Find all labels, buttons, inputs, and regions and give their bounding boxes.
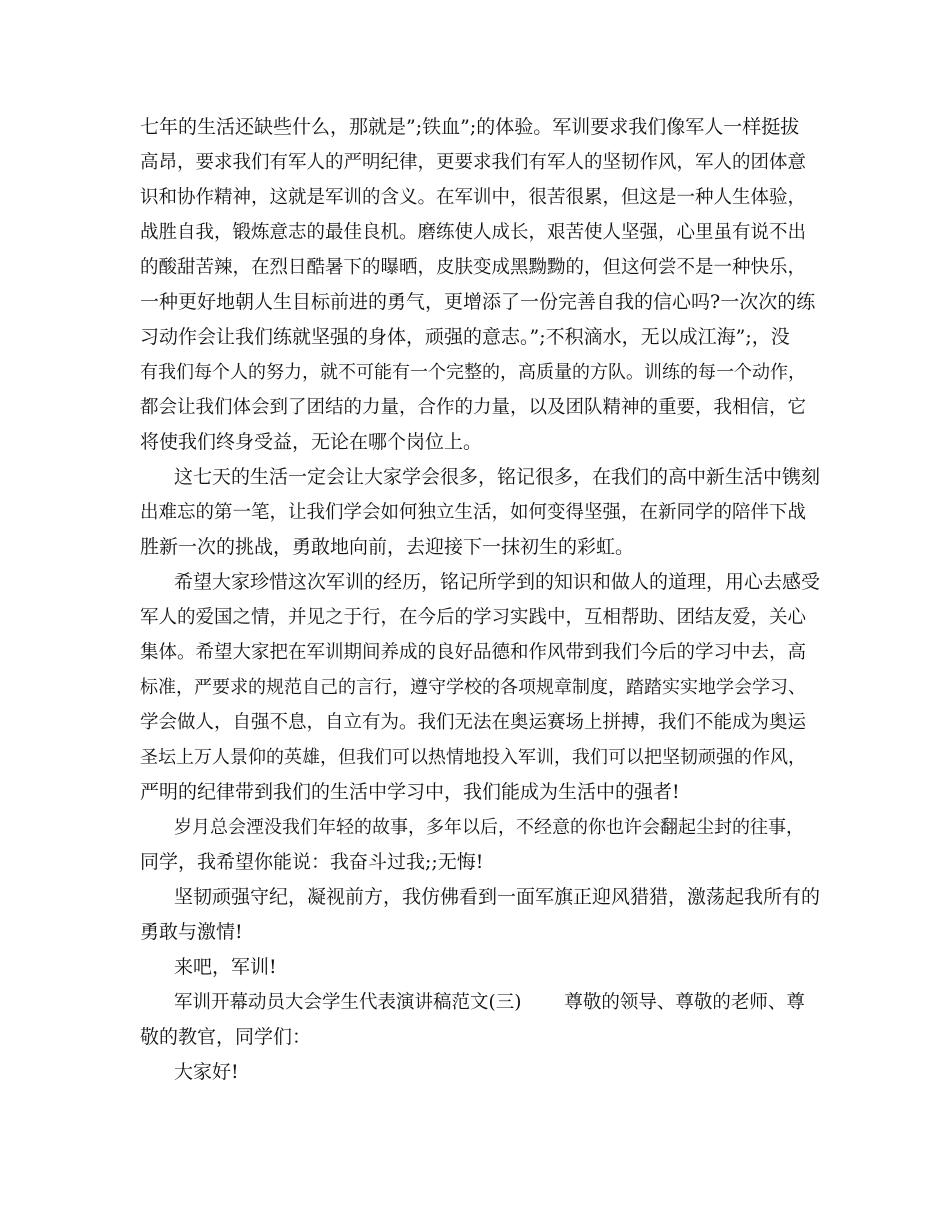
paragraph-start-line: 岁月总会湮没我们年轻的故事，多年以后，不经意的你也许会翻起尘封的往事， xyxy=(174,817,804,838)
paragraph-start-line: 大家好! xyxy=(174,1061,239,1083)
text-line: 习动作会让我们练就坚强的身体，顽强的意志。”;不积滴水，无以成江海”;，没 xyxy=(140,326,790,348)
text-line: 识和协作精神，这就是军训的含义。在军训中，很苦很累，但这是一种人生体验， xyxy=(140,187,807,208)
text-line: 将使我们终身受益，无论在哪个岗位上。 xyxy=(140,431,483,453)
text-line: 七年的生活还缺些什么，那就是”;铁血”;的体验。军训要求我们像军人一样挺拔 xyxy=(140,116,800,138)
text-line: 标准，严要求的规范自己的言行，遵守学校的各项规章制度，踏踏实实地学会学习、 xyxy=(140,677,806,698)
paragraph-start-line: 坚韧顽强守纪，凝视前方，我仿佛看到一面军旗正迎风猎猎，激荡起我所有的 xyxy=(174,886,821,908)
text-line: 敬的教官，同学们： xyxy=(140,1026,312,1048)
document-body xyxy=(140,110,820,1090)
text-line: 勇敢与激情! xyxy=(140,921,243,943)
text-line: 一种更好地朝人生目标前进的勇气，更增添了一份完善自我的信心吗?一次次的练 xyxy=(140,291,816,313)
text-line: 出难忘的第一笔，让我们学会如何独立生活，如何变得坚强，在新同学的陪伴下战 xyxy=(140,502,807,523)
text-line: 有我们每个人的努力，就不可能有一个完整的，高质量的方队。训练的每一个动作， xyxy=(140,362,806,383)
text-line: 圣坛上万人景仰的英雄，但我们可以热情地投入军训，我们可以把坚韧顽强的作风， xyxy=(140,747,806,768)
text-line: 学会做人，自强不息，自立有为。我们无法在奥运赛场上拼搏，我们不能成为奥运 xyxy=(140,712,807,733)
paragraph-start-line: 希望大家珍惜这次军训的经历，铭记所学到的知识和做人的道理，用心去感受 xyxy=(174,571,821,593)
text-line: 高昂，要求我们有军人的严明纪律，更要求我们有军人的坚韧作风，军人的团体意 xyxy=(140,152,807,173)
text-line: 的酸甜苦辣，在烈日酷暑下的曝晒，皮肤变成黑黝黝的，但这何尝不是一种快乐， xyxy=(140,257,807,278)
text-line: 集体。希望大家把在军训期间养成的良好品德和作风带到我们今后的学习中去，高 xyxy=(140,642,807,663)
paragraph-start-line: 来吧，军训! xyxy=(174,956,277,978)
text-line: 严明的纪律带到我们的生活中学习中，我们能成为生活中的强者! xyxy=(140,781,680,803)
text-line: 战胜自我，锻炼意志的最佳良机。磨练使人成长，艰苦使人坚强，心里虽有说不出 xyxy=(140,222,807,243)
text-line: 军人的爱国之情，并见之于行，在今后的学习实践中，互相帮助、团结友爱，关心 xyxy=(140,607,807,628)
section-heading-line: 军训开幕动员大会学生代表演讲稿范文(三) 尊敬的领导、尊敬的老师、尊 xyxy=(174,992,805,1013)
text-line: 都会让我们体会到了团结的力量，合作的力量，以及团队精神的重要，我相信，它 xyxy=(140,397,807,418)
text-line: 同学，我希望你能说：我奋斗过我;;无悔! xyxy=(140,851,484,873)
paragraph-start-line: 这七天的生活一定会让大家学会很多，铭记很多，在我们的高中新生活中镌刻 xyxy=(174,466,821,488)
text-line: 胜新一次的挑战，勇敢地向前，去迎接下一抹初生的彩虹。 xyxy=(140,536,635,558)
